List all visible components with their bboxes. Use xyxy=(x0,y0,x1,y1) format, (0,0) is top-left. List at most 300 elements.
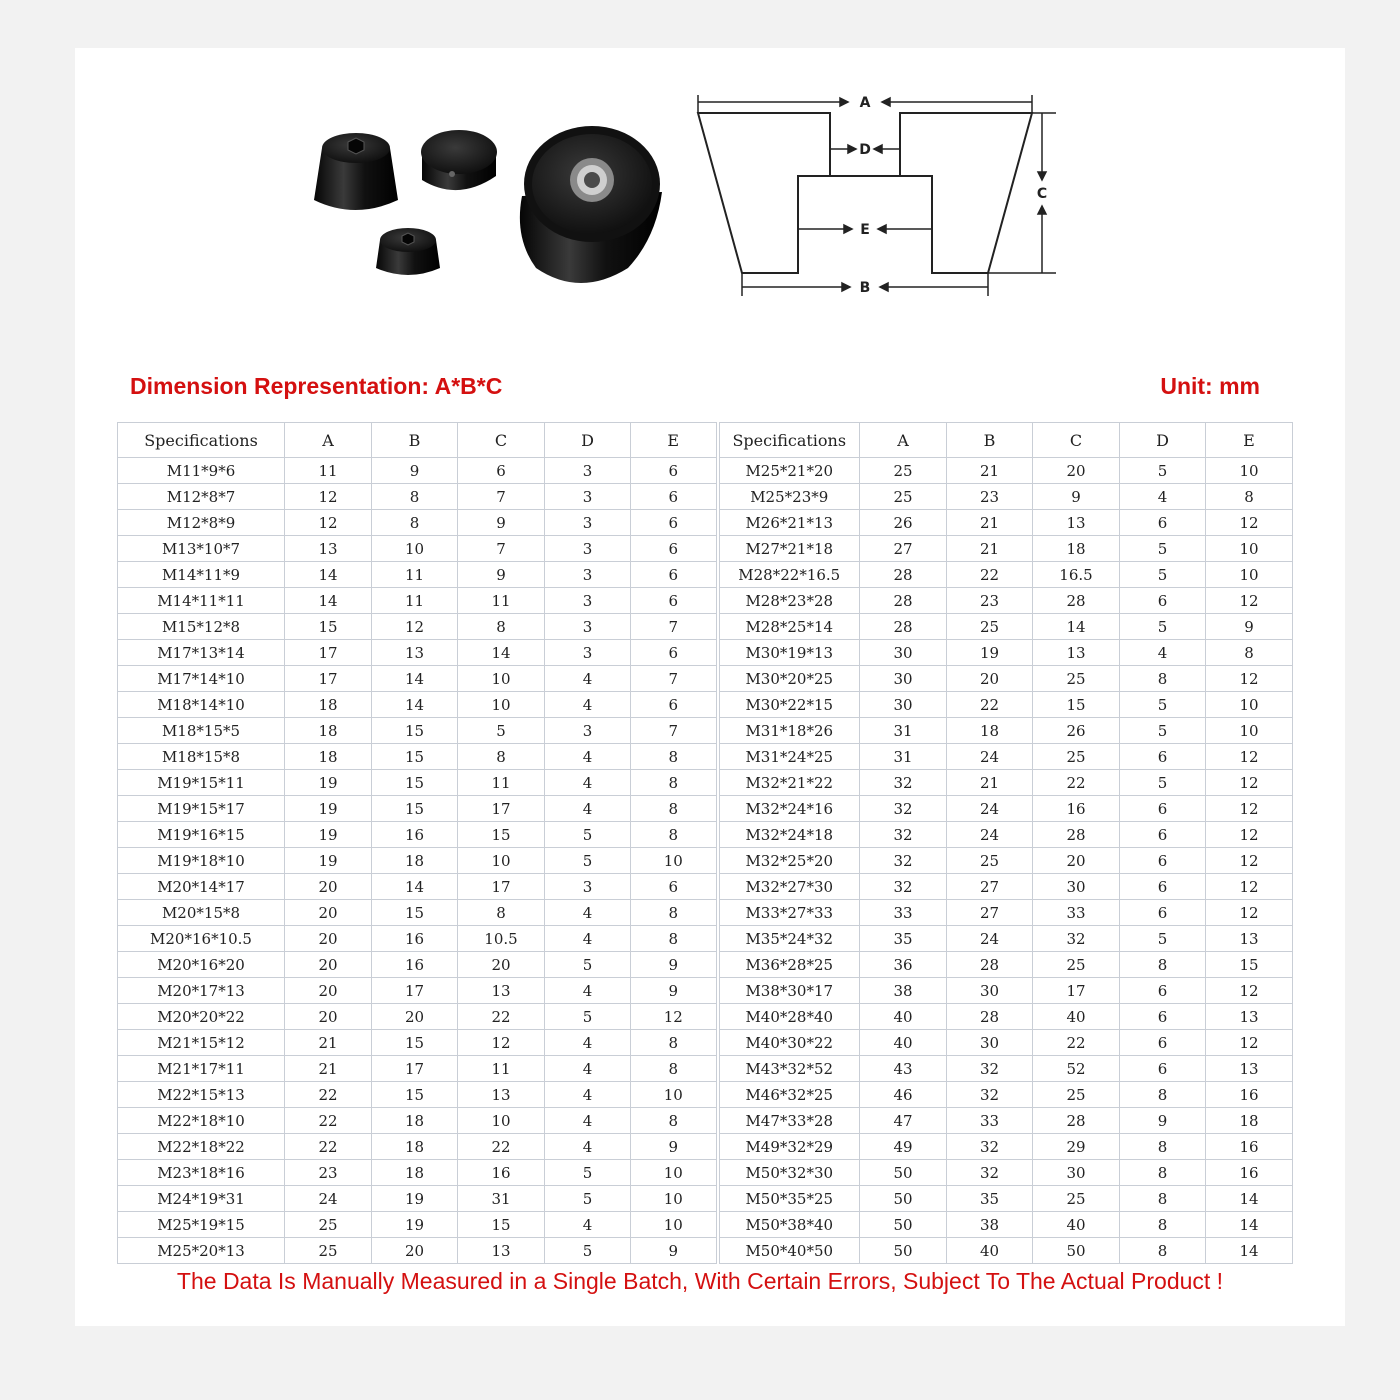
table-cell: 22 xyxy=(285,1108,372,1134)
table-cell: M40*28*40 xyxy=(718,1004,860,1030)
table-cell: 5 xyxy=(1120,562,1206,588)
table-cell: M22*18*22 xyxy=(118,1134,285,1160)
table-cell: 13 xyxy=(1033,640,1120,666)
table-cell: 40 xyxy=(860,1004,947,1030)
table-cell: 16 xyxy=(458,1160,545,1186)
table-cell: 17 xyxy=(1033,978,1120,1004)
table-cell: 36 xyxy=(860,952,947,978)
table-cell: 12 xyxy=(1206,510,1293,536)
table-cell: 10 xyxy=(372,536,458,562)
table-cell: M21*15*12 xyxy=(118,1030,285,1056)
table-cell: 13 xyxy=(285,536,372,562)
table-cell: M32*21*22 xyxy=(718,770,860,796)
table-cell: 3 xyxy=(545,614,631,640)
table-cell: 6 xyxy=(631,536,718,562)
table-cell: 8 xyxy=(1120,1186,1206,1212)
table-cell: M32*24*18 xyxy=(718,822,860,848)
table-cell: M30*19*13 xyxy=(718,640,860,666)
table-cell: 6 xyxy=(458,458,545,484)
table-cell: 21 xyxy=(285,1030,372,1056)
table-cell: 12 xyxy=(1206,770,1293,796)
table-cell: 10 xyxy=(631,1186,718,1212)
table-cell: M32*27*30 xyxy=(718,874,860,900)
table-cell: M12*8*9 xyxy=(118,510,285,536)
table-cell: 11 xyxy=(285,458,372,484)
table-cell: M18*14*10 xyxy=(118,692,285,718)
table-cell: 13 xyxy=(458,1082,545,1108)
table-cell: 17 xyxy=(285,666,372,692)
table-cell: 22 xyxy=(458,1134,545,1160)
table-cell: 3 xyxy=(545,640,631,666)
table-cell: 8 xyxy=(458,744,545,770)
table-cell: 5 xyxy=(458,718,545,744)
table-cell: 8 xyxy=(1120,1238,1206,1264)
table-cell: 3 xyxy=(545,484,631,510)
table-cell: 13 xyxy=(458,1238,545,1264)
table-cell: 30 xyxy=(860,692,947,718)
table-cell: 50 xyxy=(860,1212,947,1238)
table-cell: 4 xyxy=(545,744,631,770)
table-row xyxy=(118,536,1293,562)
table-row xyxy=(118,796,1293,822)
table-cell: 20 xyxy=(947,666,1033,692)
table-row xyxy=(118,640,1293,666)
table-row xyxy=(118,744,1293,770)
table-cell: 50 xyxy=(860,1160,947,1186)
table-cell: 6 xyxy=(1120,822,1206,848)
table-cell: 25 xyxy=(1033,666,1120,692)
table-cell: M22*15*13 xyxy=(118,1082,285,1108)
table-cell: 4 xyxy=(545,1056,631,1082)
table-cell: 8 xyxy=(631,1030,718,1056)
table-row xyxy=(118,666,1293,692)
table-cell: 5 xyxy=(545,1160,631,1186)
table-cell: 30 xyxy=(1033,1160,1120,1186)
table-cell: 3 xyxy=(545,458,631,484)
table-cell: 31 xyxy=(860,718,947,744)
column-header: E xyxy=(631,423,718,458)
dim-label-d: D xyxy=(859,142,871,158)
table-cell: M43*32*52 xyxy=(718,1056,860,1082)
table-cell: 18 xyxy=(372,848,458,874)
table-cell: 10 xyxy=(631,848,718,874)
table-cell: 40 xyxy=(947,1238,1033,1264)
table-cell: 20 xyxy=(458,952,545,978)
table-cell: 29 xyxy=(1033,1134,1120,1160)
table-cell: M24*19*31 xyxy=(118,1186,285,1212)
table-cell: 6 xyxy=(631,692,718,718)
table-row xyxy=(118,1186,1293,1212)
table-cell: 8 xyxy=(458,900,545,926)
table-cell: 28 xyxy=(947,952,1033,978)
table-cell: 12 xyxy=(285,510,372,536)
table-cell: 18 xyxy=(372,1134,458,1160)
table-cell: M40*30*22 xyxy=(718,1030,860,1056)
table-cell: M23*18*16 xyxy=(118,1160,285,1186)
foot-disc-middle xyxy=(421,130,497,190)
table-cell: 4 xyxy=(545,796,631,822)
table-row xyxy=(118,978,1293,1004)
table-cell: 6 xyxy=(1120,978,1206,1004)
table-cell: 8 xyxy=(631,744,718,770)
table-cell: M30*22*15 xyxy=(718,692,860,718)
table-cell: 25 xyxy=(947,848,1033,874)
table-cell: 8 xyxy=(1120,1134,1206,1160)
table-cell: M19*18*10 xyxy=(118,848,285,874)
table-cell: M20*15*8 xyxy=(118,900,285,926)
table-cell: M14*11*11 xyxy=(118,588,285,614)
table-cell: 14 xyxy=(285,562,372,588)
table-cell: 16 xyxy=(1206,1134,1293,1160)
table-cell: 25 xyxy=(947,614,1033,640)
table-cell: 33 xyxy=(860,900,947,926)
table-cell: 13 xyxy=(1206,1056,1293,1082)
table-cell: M18*15*5 xyxy=(118,718,285,744)
table-row xyxy=(118,484,1293,510)
table-cell: 6 xyxy=(1120,1004,1206,1030)
table-cell: 3 xyxy=(545,718,631,744)
table-cell: 19 xyxy=(947,640,1033,666)
table-cell: 21 xyxy=(947,510,1033,536)
table-row xyxy=(118,692,1293,718)
table-cell: 10 xyxy=(1206,692,1293,718)
table-cell: 12 xyxy=(1206,822,1293,848)
table-cell: 30 xyxy=(947,978,1033,1004)
table-cell: 12 xyxy=(1206,848,1293,874)
table-cell: 10.5 xyxy=(458,926,545,952)
table-cell: 4 xyxy=(545,1030,631,1056)
table-cell: 24 xyxy=(947,796,1033,822)
table-cell: M49*32*29 xyxy=(718,1134,860,1160)
table-cell: 32 xyxy=(947,1134,1033,1160)
table-cell: 30 xyxy=(1033,874,1120,900)
table-cell: M50*35*25 xyxy=(718,1186,860,1212)
table-cell: 4 xyxy=(545,770,631,796)
table-cell: 17 xyxy=(285,640,372,666)
table-cell: 20 xyxy=(1033,458,1120,484)
table-cell: 32 xyxy=(860,848,947,874)
table-cell: 18 xyxy=(285,744,372,770)
table-cell: 5 xyxy=(545,848,631,874)
dim-label-c: C xyxy=(1036,186,1048,202)
table-cell: 15 xyxy=(372,770,458,796)
table-cell: 9 xyxy=(631,978,718,1004)
table-cell: 17 xyxy=(372,978,458,1004)
table-cell: 31 xyxy=(860,744,947,770)
table-cell: 5 xyxy=(1120,614,1206,640)
table-cell: 30 xyxy=(860,666,947,692)
table-cell: 5 xyxy=(545,952,631,978)
table-cell: 20 xyxy=(372,1238,458,1264)
table-cell: 6 xyxy=(1120,1030,1206,1056)
table-cell: M33*27*33 xyxy=(718,900,860,926)
table-cell: 18 xyxy=(285,718,372,744)
table-cell: M18*15*8 xyxy=(118,744,285,770)
table-cell: 12 xyxy=(1206,744,1293,770)
table-cell: 18 xyxy=(1206,1108,1293,1134)
table-cell: 4 xyxy=(545,666,631,692)
table-row xyxy=(118,1212,1293,1238)
column-header: C xyxy=(458,423,545,458)
table-cell: 27 xyxy=(860,536,947,562)
table-cell: 15 xyxy=(372,718,458,744)
table-cell: 15 xyxy=(372,1082,458,1108)
table-cell: 8 xyxy=(1120,1212,1206,1238)
table-cell: 5 xyxy=(1120,536,1206,562)
table-row xyxy=(118,458,1293,484)
table-row xyxy=(118,1004,1293,1030)
product-photo-rubber-feet xyxy=(310,118,680,298)
table-cell: M50*40*50 xyxy=(718,1238,860,1264)
spec-table xyxy=(117,422,1293,1264)
table-cell: 5 xyxy=(1120,718,1206,744)
table-cell: 5 xyxy=(545,1238,631,1264)
table-cell: M25*20*13 xyxy=(118,1238,285,1264)
table-cell: M21*17*11 xyxy=(118,1056,285,1082)
table-row xyxy=(118,848,1293,874)
table-cell: 23 xyxy=(285,1160,372,1186)
table-cell: 7 xyxy=(631,614,718,640)
table-cell: 19 xyxy=(285,848,372,874)
table-cell: 10 xyxy=(631,1160,718,1186)
table-cell: M28*25*14 xyxy=(718,614,860,640)
table-cell: 19 xyxy=(285,796,372,822)
table-cell: 6 xyxy=(631,640,718,666)
table-cell: 17 xyxy=(372,1056,458,1082)
table-cell: 6 xyxy=(631,510,718,536)
table-cell: M38*30*17 xyxy=(718,978,860,1004)
table-cell: 6 xyxy=(1120,1056,1206,1082)
table-cell: 15 xyxy=(458,822,545,848)
table-cell: 7 xyxy=(631,718,718,744)
table-cell: 20 xyxy=(1033,848,1120,874)
table-cell: 19 xyxy=(372,1212,458,1238)
table-cell: 14 xyxy=(1206,1186,1293,1212)
table-cell: 14 xyxy=(1206,1212,1293,1238)
table-cell: 9 xyxy=(1120,1108,1206,1134)
table-cell: 11 xyxy=(372,588,458,614)
table-cell: 25 xyxy=(285,1212,372,1238)
table-cell: 40 xyxy=(1033,1212,1120,1238)
table-cell: M17*14*10 xyxy=(118,666,285,692)
table-cell: 19 xyxy=(285,770,372,796)
table-cell: 16.5 xyxy=(1033,562,1120,588)
column-header: B xyxy=(947,423,1033,458)
table-cell: 3 xyxy=(545,536,631,562)
column-header: Specifications xyxy=(718,423,860,458)
table-cell: 8 xyxy=(1206,484,1293,510)
table-cell: 20 xyxy=(285,952,372,978)
table-cell: M11*9*6 xyxy=(118,458,285,484)
table-cell: 26 xyxy=(860,510,947,536)
table-row xyxy=(118,718,1293,744)
table-cell: 6 xyxy=(1120,588,1206,614)
table-cell: 32 xyxy=(860,874,947,900)
table-cell: M26*21*13 xyxy=(718,510,860,536)
table-cell: 4 xyxy=(545,1108,631,1134)
column-header: A xyxy=(860,423,947,458)
table-cell: M22*18*10 xyxy=(118,1108,285,1134)
table-cell: M30*20*25 xyxy=(718,666,860,692)
table-cell: 32 xyxy=(1033,926,1120,952)
table-cell: 3 xyxy=(545,510,631,536)
table-cell: 24 xyxy=(947,822,1033,848)
table-row xyxy=(118,926,1293,952)
table-cell: 16 xyxy=(372,926,458,952)
table-cell: 8 xyxy=(372,510,458,536)
table-cell: 6 xyxy=(1120,796,1206,822)
table-cell: 10 xyxy=(631,1082,718,1108)
table-cell: 15 xyxy=(372,900,458,926)
table-cell: M17*13*14 xyxy=(118,640,285,666)
table-cell: M20*14*17 xyxy=(118,874,285,900)
table-row xyxy=(118,510,1293,536)
table-cell: 27 xyxy=(947,900,1033,926)
table-cell: 13 xyxy=(1206,1004,1293,1030)
table-cell: 10 xyxy=(1206,536,1293,562)
table-cell: M47*33*28 xyxy=(718,1108,860,1134)
table-cell: 3 xyxy=(545,562,631,588)
table-cell: 20 xyxy=(285,1004,372,1030)
table-cell: 24 xyxy=(947,926,1033,952)
table-cell: 5 xyxy=(1120,770,1206,796)
table-cell: 14 xyxy=(372,666,458,692)
table-cell: 33 xyxy=(1033,900,1120,926)
table-cell: 47 xyxy=(860,1108,947,1134)
table-cell: M20*17*13 xyxy=(118,978,285,1004)
table-cell: 4 xyxy=(545,1212,631,1238)
table-cell: M32*25*20 xyxy=(718,848,860,874)
table-cell: 5 xyxy=(545,1186,631,1212)
table-cell: M25*23*9 xyxy=(718,484,860,510)
foot-large-right xyxy=(520,126,662,283)
table-cell: 9 xyxy=(1206,614,1293,640)
table-cell: 13 xyxy=(458,978,545,1004)
column-header: D xyxy=(1120,423,1206,458)
table-cell: 9 xyxy=(631,952,718,978)
table-cell: 30 xyxy=(947,1030,1033,1056)
table-cell: M46*32*25 xyxy=(718,1082,860,1108)
table-cell: 26 xyxy=(1033,718,1120,744)
table-cell: 11 xyxy=(458,588,545,614)
table-cell: 11 xyxy=(458,770,545,796)
table-cell: 14 xyxy=(1206,1238,1293,1264)
table-cell: 6 xyxy=(631,874,718,900)
disclaimer-note: The Data Is Manually Measured in a Single Batch, With Certain Errors, Subject To The Actual Product ! xyxy=(176,1268,1224,1294)
table-cell: 32 xyxy=(860,822,947,848)
table-cell: M20*16*10.5 xyxy=(118,926,285,952)
column-header: D xyxy=(545,423,631,458)
table-cell: 8 xyxy=(372,484,458,510)
table-cell: 6 xyxy=(631,562,718,588)
table-cell: 25 xyxy=(860,458,947,484)
table-cell: 49 xyxy=(860,1134,947,1160)
table-cell: 33 xyxy=(947,1108,1033,1134)
table-row xyxy=(118,822,1293,848)
table-cell: 6 xyxy=(1120,874,1206,900)
table-cell: 38 xyxy=(860,978,947,1004)
table-cell: M28*23*28 xyxy=(718,588,860,614)
table-cell: 7 xyxy=(631,666,718,692)
table-cell: M14*11*9 xyxy=(118,562,285,588)
table-cell: M20*16*20 xyxy=(118,952,285,978)
table-cell: 24 xyxy=(285,1186,372,1212)
table-row xyxy=(118,1082,1293,1108)
table-cell: 12 xyxy=(1206,796,1293,822)
table-cell: 18 xyxy=(1033,536,1120,562)
column-header: Specifications xyxy=(118,423,285,458)
table-cell: 23 xyxy=(947,588,1033,614)
table-cell: 6 xyxy=(631,588,718,614)
table-cell: 22 xyxy=(458,1004,545,1030)
table-cell: 24 xyxy=(947,744,1033,770)
column-header: A xyxy=(285,423,372,458)
table-cell: 14 xyxy=(372,692,458,718)
table-cell: 32 xyxy=(860,796,947,822)
table-cell: M36*28*25 xyxy=(718,952,860,978)
table-cell: M13*10*7 xyxy=(118,536,285,562)
table-cell: 9 xyxy=(631,1238,718,1264)
table-cell: 25 xyxy=(285,1238,372,1264)
table-cell: M25*21*20 xyxy=(718,458,860,484)
table-cell: M19*15*11 xyxy=(118,770,285,796)
table-cell: 5 xyxy=(1120,458,1206,484)
table-cell: 22 xyxy=(285,1082,372,1108)
table-cell: 10 xyxy=(1206,562,1293,588)
table-cell: M28*22*16.5 xyxy=(718,562,860,588)
table-cell: 50 xyxy=(860,1186,947,1212)
table-cell: 23 xyxy=(947,484,1033,510)
table-cell: 25 xyxy=(1033,1082,1120,1108)
table-cell: 12 xyxy=(1206,900,1293,926)
table-cell: 4 xyxy=(545,692,631,718)
table-cell: 9 xyxy=(631,1134,718,1160)
table-cell: 9 xyxy=(372,458,458,484)
table-cell: 4 xyxy=(545,900,631,926)
dim-label-b: B xyxy=(859,280,871,296)
table-cell: 10 xyxy=(1206,718,1293,744)
table-cell: 6 xyxy=(1120,744,1206,770)
table-cell: 8 xyxy=(631,822,718,848)
table-cell: 3 xyxy=(545,874,631,900)
table-cell: 8 xyxy=(1120,1082,1206,1108)
table-cell: 31 xyxy=(458,1186,545,1212)
table-cell: 52 xyxy=(1033,1056,1120,1082)
table-cell: 11 xyxy=(458,1056,545,1082)
table-row xyxy=(118,1134,1293,1160)
table-cell: 4 xyxy=(545,926,631,952)
table-cell: 15 xyxy=(1206,952,1293,978)
table-cell: M12*8*7 xyxy=(118,484,285,510)
dim-label-e: E xyxy=(860,222,870,238)
table-cell: M20*20*22 xyxy=(118,1004,285,1030)
table-cell: 16 xyxy=(372,822,458,848)
table-cell: M50*32*30 xyxy=(718,1160,860,1186)
table-cell: 10 xyxy=(458,848,545,874)
table-cell: 4 xyxy=(1120,640,1206,666)
table-cell: M19*15*17 xyxy=(118,796,285,822)
table-cell: M50*38*40 xyxy=(718,1212,860,1238)
table-row xyxy=(118,770,1293,796)
dim-label-a: A xyxy=(859,95,871,111)
table-cell: 5 xyxy=(1120,926,1206,952)
table-cell: 6 xyxy=(1120,848,1206,874)
column-header: B xyxy=(372,423,458,458)
table-cell: 12 xyxy=(1206,1030,1293,1056)
table-cell: M15*12*8 xyxy=(118,614,285,640)
table-cell: 12 xyxy=(458,1030,545,1056)
table-cell: 8 xyxy=(631,1056,718,1082)
